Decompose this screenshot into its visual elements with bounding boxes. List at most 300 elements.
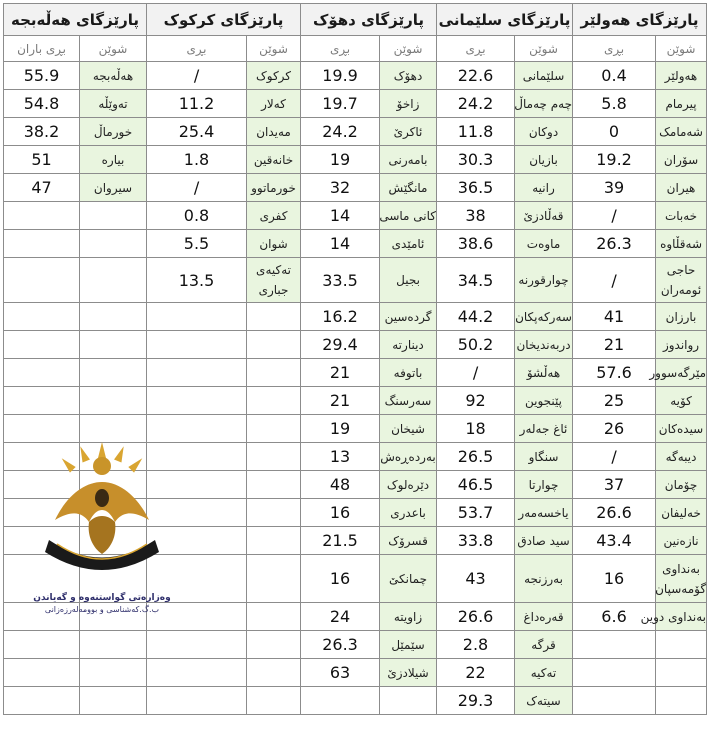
- value-cell: 38.2: [4, 118, 80, 146]
- place-cell: [380, 527, 437, 555]
- place-name: سەرکەپکان: [515, 309, 572, 324]
- value-cell: /: [437, 359, 515, 387]
- value-cell: 26.6: [437, 603, 515, 631]
- value-cell: 19.7: [301, 90, 380, 118]
- place-cell: [656, 555, 707, 603]
- value-cell: [4, 387, 80, 415]
- place-cell: [80, 687, 147, 715]
- value-cell: [147, 415, 247, 443]
- place-cell: [515, 146, 573, 174]
- place-cell: [640, 603, 707, 631]
- place-name: زاویتە: [393, 609, 423, 624]
- value-header: بڕی باران: [4, 36, 80, 62]
- place-cell: [80, 230, 147, 258]
- place-name: مەیدان: [256, 124, 291, 139]
- place-cell: [80, 359, 147, 387]
- value-cell: [4, 258, 80, 303]
- region-title-sulaymaniyah: پارێزگای سلێمانی: [437, 4, 573, 36]
- place-cell: [380, 631, 437, 659]
- place-cell: [380, 387, 437, 415]
- value-cell: 36.5: [437, 174, 515, 202]
- place-cell: [80, 387, 147, 415]
- value-cell: 29.4: [301, 331, 380, 359]
- value-cell: [147, 303, 247, 331]
- table-row: [4, 415, 707, 443]
- value-cell: 11.2: [147, 90, 247, 118]
- place-cell: [656, 415, 707, 443]
- place-cell: [515, 230, 573, 258]
- place-name: خانەقین: [253, 152, 294, 167]
- place-cell: [656, 471, 707, 499]
- place-name: یاخسەمەر: [518, 505, 569, 520]
- place-cell: [380, 303, 437, 331]
- place-header: شوێن: [656, 36, 707, 62]
- table-row: [4, 631, 707, 659]
- value-cell: [147, 359, 247, 387]
- place-cell: [656, 258, 707, 303]
- place-cell: [515, 415, 573, 443]
- value-cell: [4, 687, 80, 715]
- value-cell: 19.9: [301, 62, 380, 90]
- value-cell: 57.6: [573, 359, 656, 387]
- place-name: چوارتا: [528, 477, 559, 492]
- value-cell: 39: [573, 174, 656, 202]
- place-name: سۆران: [663, 152, 699, 167]
- place-cell: [80, 146, 147, 174]
- place-cell: [656, 303, 707, 331]
- place-cell: [515, 659, 573, 687]
- value-cell: 24: [301, 603, 380, 631]
- value-cell: 21: [301, 387, 380, 415]
- place-cell: [515, 603, 573, 631]
- place-cell: [515, 62, 573, 90]
- place-cell: [247, 527, 301, 555]
- place-cell: [380, 118, 437, 146]
- place-name: کرکوک: [256, 68, 292, 83]
- place-name: هەڵەبجە: [92, 68, 134, 83]
- place-cell: [656, 230, 707, 258]
- place-cell: [247, 146, 301, 174]
- value-cell: 43.4: [573, 527, 656, 555]
- place-name: دهۆک: [393, 68, 423, 83]
- value-cell: 92: [437, 387, 515, 415]
- value-cell: 25.4: [147, 118, 247, 146]
- place-name: کفری: [259, 208, 288, 223]
- place-cell: [656, 62, 707, 90]
- value-cell: 25: [573, 387, 656, 415]
- place-name: سەرسنگ: [384, 393, 432, 408]
- value-cell: [4, 359, 80, 387]
- value-cell: [4, 631, 80, 659]
- value-cell: 19.2: [573, 146, 656, 174]
- place-name: ئامێدی: [391, 236, 425, 251]
- place-cell: [656, 387, 707, 415]
- place-name: رانیە: [532, 180, 555, 195]
- place-name: هەولێر: [664, 68, 698, 83]
- place-cell: [380, 603, 437, 631]
- place-cell: [80, 202, 147, 230]
- place-name: سێمێل: [391, 637, 425, 652]
- place-name: ئاغ جەلەر: [519, 421, 568, 436]
- table-row: [4, 202, 707, 230]
- place-name: شەمامک: [659, 124, 703, 139]
- value-cell: 5.5: [147, 230, 247, 258]
- value-cell: 22: [437, 659, 515, 687]
- place-cell: [247, 631, 301, 659]
- value-cell: 48: [301, 471, 380, 499]
- place-name: شوان: [259, 236, 288, 251]
- place-name: بەنداوی گۆمەسپان: [655, 561, 707, 596]
- place-cell: [247, 174, 301, 202]
- value-cell: 37: [573, 471, 656, 499]
- place-name: باعدری: [390, 505, 426, 520]
- place-cell: [380, 687, 437, 715]
- place-cell: [80, 62, 147, 90]
- place-name: بەردەڕەش: [380, 449, 436, 464]
- place-cell: [80, 331, 147, 359]
- place-cell: [247, 443, 301, 471]
- value-cell: 1.8: [147, 146, 247, 174]
- place-cell: [656, 118, 707, 146]
- place-name: خورماڵ: [93, 124, 133, 139]
- value-cell: 43: [437, 555, 515, 603]
- place-cell: [656, 443, 707, 471]
- place-cell: [515, 303, 573, 331]
- table-row: [4, 258, 707, 303]
- region-title-kirkuk: پارێزگای کرکوک: [147, 4, 301, 36]
- place-cell: [80, 303, 147, 331]
- place-name: چوارقورنە: [518, 273, 569, 287]
- place-name: بەرزنجە: [524, 571, 563, 586]
- place-name: بجیل: [396, 273, 420, 287]
- place-cell: [656, 527, 707, 555]
- region-header-row: [4, 4, 707, 36]
- place-name: دربەندیخان: [516, 337, 571, 352]
- place-cell: [515, 687, 573, 715]
- place-name: شەقڵاوە: [660, 236, 702, 251]
- region-title-halabja: پارێزگای هەڵەبجە: [4, 4, 147, 36]
- place-name: کەلار: [261, 96, 286, 111]
- value-cell: 21: [573, 331, 656, 359]
- place-cell: [380, 258, 437, 303]
- value-cell: /: [147, 174, 247, 202]
- place-cell: [380, 659, 437, 687]
- region-title-duhok: پارێزگای دهۆک: [301, 4, 437, 36]
- value-cell: 44.2: [437, 303, 515, 331]
- place-cell: [380, 331, 437, 359]
- place-cell: [80, 415, 147, 443]
- value-cell: 24.2: [301, 118, 380, 146]
- value-cell: [147, 331, 247, 359]
- place-cell: [656, 146, 707, 174]
- place-cell: [515, 202, 573, 230]
- place-cell: [656, 499, 707, 527]
- value-cell: [573, 631, 656, 659]
- place-cell: [380, 555, 437, 603]
- value-cell: 33.8: [437, 527, 515, 555]
- value-cell: 24.2: [437, 90, 515, 118]
- value-cell: 2.8: [437, 631, 515, 659]
- region-title-erbil: پارێزگای هەولێر: [573, 4, 707, 36]
- table-row: [4, 687, 707, 715]
- place-cell: [380, 62, 437, 90]
- place-cell: [247, 202, 301, 230]
- place-cell: [247, 387, 301, 415]
- place-cell: [515, 90, 573, 118]
- place-cell: [80, 118, 147, 146]
- place-cell: [515, 359, 573, 387]
- place-name: چەم چەماڵ: [514, 96, 573, 111]
- place-name: پێنجوین: [525, 393, 563, 408]
- place-name: بامەرنی: [388, 152, 428, 167]
- value-cell: 6.6: [573, 603, 656, 631]
- value-cell: 19: [301, 415, 380, 443]
- value-cell: 16: [301, 555, 380, 603]
- place-cell: [80, 659, 147, 687]
- place-cell: [656, 331, 707, 359]
- value-cell: 26: [573, 415, 656, 443]
- place-cell: [656, 659, 707, 687]
- place-name: گردەسین: [384, 309, 432, 324]
- value-cell: 16: [573, 555, 656, 603]
- value-cell: 14: [301, 230, 380, 258]
- place-cell: [515, 443, 573, 471]
- value-header: بڕی: [437, 36, 515, 62]
- place-cell: [380, 174, 437, 202]
- place-header: شوێن: [80, 36, 147, 62]
- table-row: [4, 303, 707, 331]
- place-name: باتوفە: [393, 365, 423, 380]
- place-name: هەڵشۆ: [526, 365, 561, 380]
- ministry-name: وەزارەتی گواستنەوە و گەیاندن: [33, 593, 171, 603]
- value-cell: 33.5: [301, 258, 380, 303]
- table-row: [4, 174, 707, 202]
- place-cell: [247, 118, 301, 146]
- value-cell: 22.6: [437, 62, 515, 90]
- place-cell: [247, 555, 301, 603]
- value-cell: 16: [301, 499, 380, 527]
- place-cell: [515, 527, 573, 555]
- value-cell: 19: [301, 146, 380, 174]
- place-name: حاجی ئومەران: [660, 263, 702, 297]
- value-cell: [4, 331, 80, 359]
- place-name: مێرگەسوور: [649, 365, 707, 380]
- place-name: پیرمام: [665, 96, 697, 111]
- table-row: [4, 331, 707, 359]
- place-cell: [515, 631, 573, 659]
- place-name: قرگە: [531, 637, 556, 652]
- place-name: تەکیەی جباری: [256, 263, 291, 297]
- value-cell: 13.5: [147, 258, 247, 303]
- place-cell: [515, 174, 573, 202]
- value-cell: 38: [437, 202, 515, 230]
- value-cell: 0: [573, 118, 656, 146]
- value-cell: 0.8: [147, 202, 247, 230]
- place-name: خورماتوو: [251, 180, 296, 195]
- place-cell: [649, 359, 707, 387]
- value-cell: 14: [301, 202, 380, 230]
- place-cell: [80, 174, 147, 202]
- place-name: تەوێڵە: [98, 96, 128, 111]
- place-name: سنگاو: [528, 449, 559, 464]
- place-name: سیدەکان: [658, 421, 704, 436]
- value-cell: 30.3: [437, 146, 515, 174]
- place-cell: [247, 659, 301, 687]
- value-cell: 5.8: [573, 90, 656, 118]
- place-cell: [80, 258, 147, 303]
- value-cell: /: [573, 202, 656, 230]
- value-cell: 50.2: [437, 331, 515, 359]
- place-cell: [247, 230, 301, 258]
- place-name: بارزان: [665, 309, 697, 324]
- place-cell: [515, 499, 573, 527]
- place-name: سلێمانی: [522, 68, 565, 83]
- value-cell: 41: [573, 303, 656, 331]
- value-cell: 32: [301, 174, 380, 202]
- value-cell: [147, 387, 247, 415]
- place-cell: [247, 62, 301, 90]
- value-cell: /: [573, 443, 656, 471]
- place-cell: [515, 331, 573, 359]
- place-name: قەرەداغ: [523, 609, 564, 624]
- value-cell: 11.8: [437, 118, 515, 146]
- value-cell: [4, 202, 80, 230]
- place-cell: [380, 146, 437, 174]
- place-name: خەبات: [664, 208, 698, 223]
- value-cell: 47: [4, 174, 80, 202]
- place-name: قەڵادزێ: [523, 208, 564, 223]
- place-cell: [247, 258, 301, 303]
- value-cell: 63: [301, 659, 380, 687]
- place-cell: [380, 499, 437, 527]
- place-cell: [247, 359, 301, 387]
- place-cell: [380, 202, 437, 230]
- place-name: سیروان: [93, 180, 133, 195]
- value-cell: 16.2: [301, 303, 380, 331]
- place-name: تەکیە: [530, 665, 557, 680]
- table-row: [4, 62, 707, 90]
- place-name: هیران: [666, 180, 696, 195]
- table-row: [4, 659, 707, 687]
- place-cell: [515, 387, 573, 415]
- place-name: زاخۆ: [396, 96, 420, 111]
- place-cell: [247, 415, 301, 443]
- value-cell: [147, 687, 247, 715]
- place-name: بازیان: [529, 152, 558, 167]
- place-cell: [656, 687, 707, 715]
- value-cell: 26.6: [573, 499, 656, 527]
- value-header: بڕی: [573, 36, 656, 62]
- place-name: بەنداوی دوین: [640, 609, 707, 624]
- place-cell: [380, 471, 437, 499]
- value-cell: [147, 659, 247, 687]
- place-name: ماوەت: [526, 236, 561, 251]
- value-cell: 34.5: [437, 258, 515, 303]
- value-cell: 51: [4, 146, 80, 174]
- value-cell: 38.6: [437, 230, 515, 258]
- value-cell: [4, 659, 80, 687]
- value-cell: 26.3: [301, 631, 380, 659]
- value-cell: 0.4: [573, 62, 656, 90]
- value-cell: 54.8: [4, 90, 80, 118]
- place-name: شیخان: [391, 421, 425, 436]
- place-header: شوێن: [380, 36, 437, 62]
- place-name: سیتەک: [526, 693, 561, 708]
- place-cell: [515, 471, 573, 499]
- place-cell: [515, 555, 573, 603]
- place-name: شیلادزێ: [387, 665, 429, 680]
- value-cell: [301, 687, 380, 715]
- place-header: شوێن: [515, 36, 573, 62]
- value-cell: 55.9: [4, 62, 80, 90]
- value-header: بڕی: [301, 36, 380, 62]
- place-cell: [247, 303, 301, 331]
- value-cell: [4, 415, 80, 443]
- value-cell: 21: [301, 359, 380, 387]
- ministry-department: ب.گ.کەشناسی و بوومەلەرزەزانی: [44, 605, 160, 614]
- place-name: قسرۆک: [388, 533, 428, 548]
- place-cell: [80, 90, 147, 118]
- value-cell: /: [147, 62, 247, 90]
- place-cell: [247, 90, 301, 118]
- place-cell: [247, 687, 301, 715]
- place-name: دێرەلوک: [386, 477, 430, 492]
- place-cell: [247, 471, 301, 499]
- place-name: مانگێش: [388, 180, 428, 195]
- place-name: چۆمان: [664, 477, 698, 492]
- place-name: ئاکرێ: [393, 124, 423, 139]
- value-cell: [4, 303, 80, 331]
- value-cell: [4, 230, 80, 258]
- place-cell: [515, 118, 573, 146]
- place-name: سید صادق: [517, 533, 570, 548]
- table-row: [4, 90, 707, 118]
- place-cell: [656, 90, 707, 118]
- place-cell: [247, 603, 301, 631]
- value-cell: [573, 687, 656, 715]
- place-cell: [380, 230, 437, 258]
- value-cell: 26.5: [437, 443, 515, 471]
- value-cell: 18: [437, 415, 515, 443]
- place-name: چمانکێ: [389, 571, 427, 586]
- value-cell: [573, 659, 656, 687]
- value-cell: 21.5: [301, 527, 380, 555]
- place-cell: [656, 174, 707, 202]
- place-cell: [656, 202, 707, 230]
- place-name: کۆیە: [670, 393, 692, 408]
- value-cell: 29.3: [437, 687, 515, 715]
- place-name: دینارتە: [392, 337, 424, 352]
- value-cell: /: [573, 258, 656, 303]
- place-name: نازەنین: [663, 533, 699, 548]
- table-row: [4, 118, 707, 146]
- place-cell: [380, 443, 437, 471]
- table-row: [4, 230, 707, 258]
- place-cell: [247, 331, 301, 359]
- value-header: بڕی: [147, 36, 247, 62]
- place-name: رواندوز: [662, 337, 700, 352]
- place-name: کانی ماسی: [379, 208, 437, 223]
- value-cell: 26.3: [573, 230, 656, 258]
- place-name: بیارە: [101, 152, 125, 167]
- place-cell: [380, 359, 437, 387]
- table-row: [4, 387, 707, 415]
- place-name: دیبەگە: [665, 449, 697, 464]
- place-cell: [80, 631, 147, 659]
- place-header: شوێن: [247, 36, 301, 62]
- ministry-logo: [22, 440, 182, 630]
- column-header-row: [4, 36, 707, 62]
